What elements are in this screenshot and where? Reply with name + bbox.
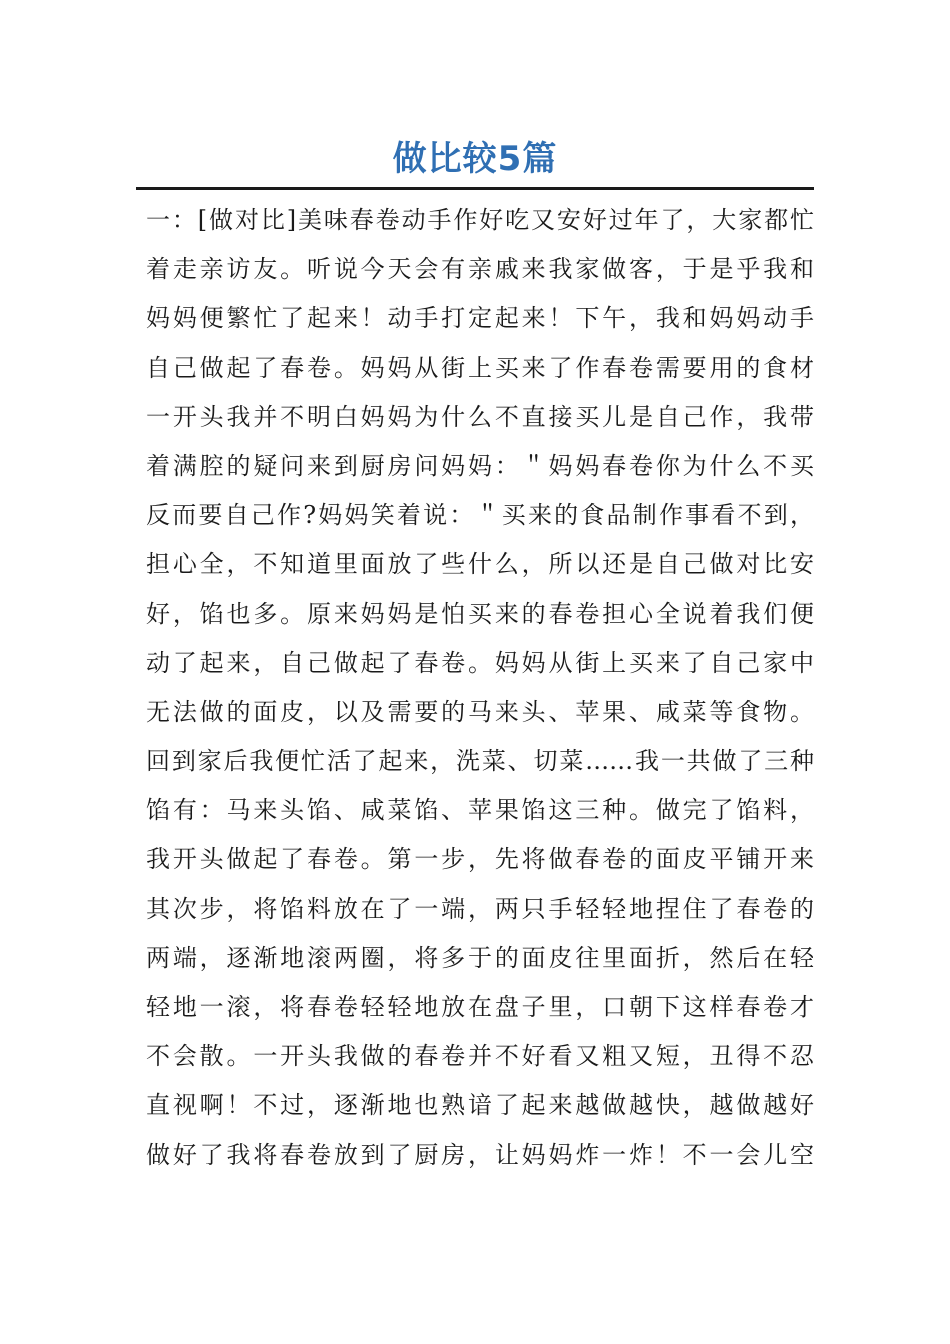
body-line: 一开头我并不明白妈妈为什么不直接买儿是自己作，我带 bbox=[146, 402, 814, 431]
body-line: 做好了我将春卷放到了厨房，让妈妈炸一炸！不一会儿空 bbox=[146, 1140, 814, 1169]
body-line: 我开头做起了春卷。第一步，先将做春卷的面皮平铺开来 bbox=[146, 845, 814, 874]
body-line: 自己做起了春卷。妈妈从街上买来了作春卷需要用的食材 bbox=[146, 353, 814, 382]
body-line: 动了起来，自己做起了春卷。妈妈从街上买来了自己家中 bbox=[146, 648, 814, 677]
title-divider bbox=[136, 187, 814, 190]
body-line: 着满腔的疑问来到厨房问妈妈：＂妈妈春卷你为什么不买 bbox=[146, 451, 814, 480]
body-line: 无法做的面皮，以及需要的马来头、苹果、咸菜等食物。 bbox=[146, 697, 814, 726]
body-line: 馅有：马来头馅、咸菜馅、苹果馅这三种。做完了馅料， bbox=[146, 796, 814, 825]
document-body bbox=[146, 196, 814, 1180]
body-line: 轻地一滚，将春卷轻轻地放在盘子里，口朝下这样春卷才 bbox=[146, 993, 814, 1021]
body-line: 担心全，不知道里面放了些什么，所以还是自己做对比安 bbox=[146, 550, 814, 579]
body-line: 好，馅也多。原来妈妈是怕买来的春卷担心全说着我们便 bbox=[146, 599, 814, 628]
body-line: 一：[做对比]美味春卷动手作好吃又安好过年了，大家都忙 bbox=[146, 206, 814, 234]
body-line: 反而要自己作?妈妈笑着说：＂买来的食品制作事看不到， bbox=[146, 501, 814, 530]
body-line: 其次步，将馅料放在了一端，两只手轻轻地捏住了春卷的 bbox=[146, 894, 814, 923]
document-title: 做比较5篇 bbox=[392, 139, 558, 179]
body-line: 妈妈便繁忙了起来！动手打定起来！下午，我和妈妈动手 bbox=[146, 304, 814, 333]
body-line: 两端，逐渐地滚两圈，将多于的面皮往里面折，然后在轻 bbox=[146, 943, 814, 972]
body-line: 不会散。一开头我做的春卷并不好看又粗又短，丑得不忍 bbox=[146, 1042, 814, 1071]
body-line: 回到家后我便忙活了起来，洗菜、切菜……我一共做了三种 bbox=[146, 747, 814, 776]
body-line: 直视啊！不过，逐渐地也熟谙了起来越做越快，越做越好 bbox=[146, 1091, 814, 1120]
body-line: 着走亲访友。听说今天会有亲戚来我家做客，于是乎我和 bbox=[146, 255, 814, 284]
